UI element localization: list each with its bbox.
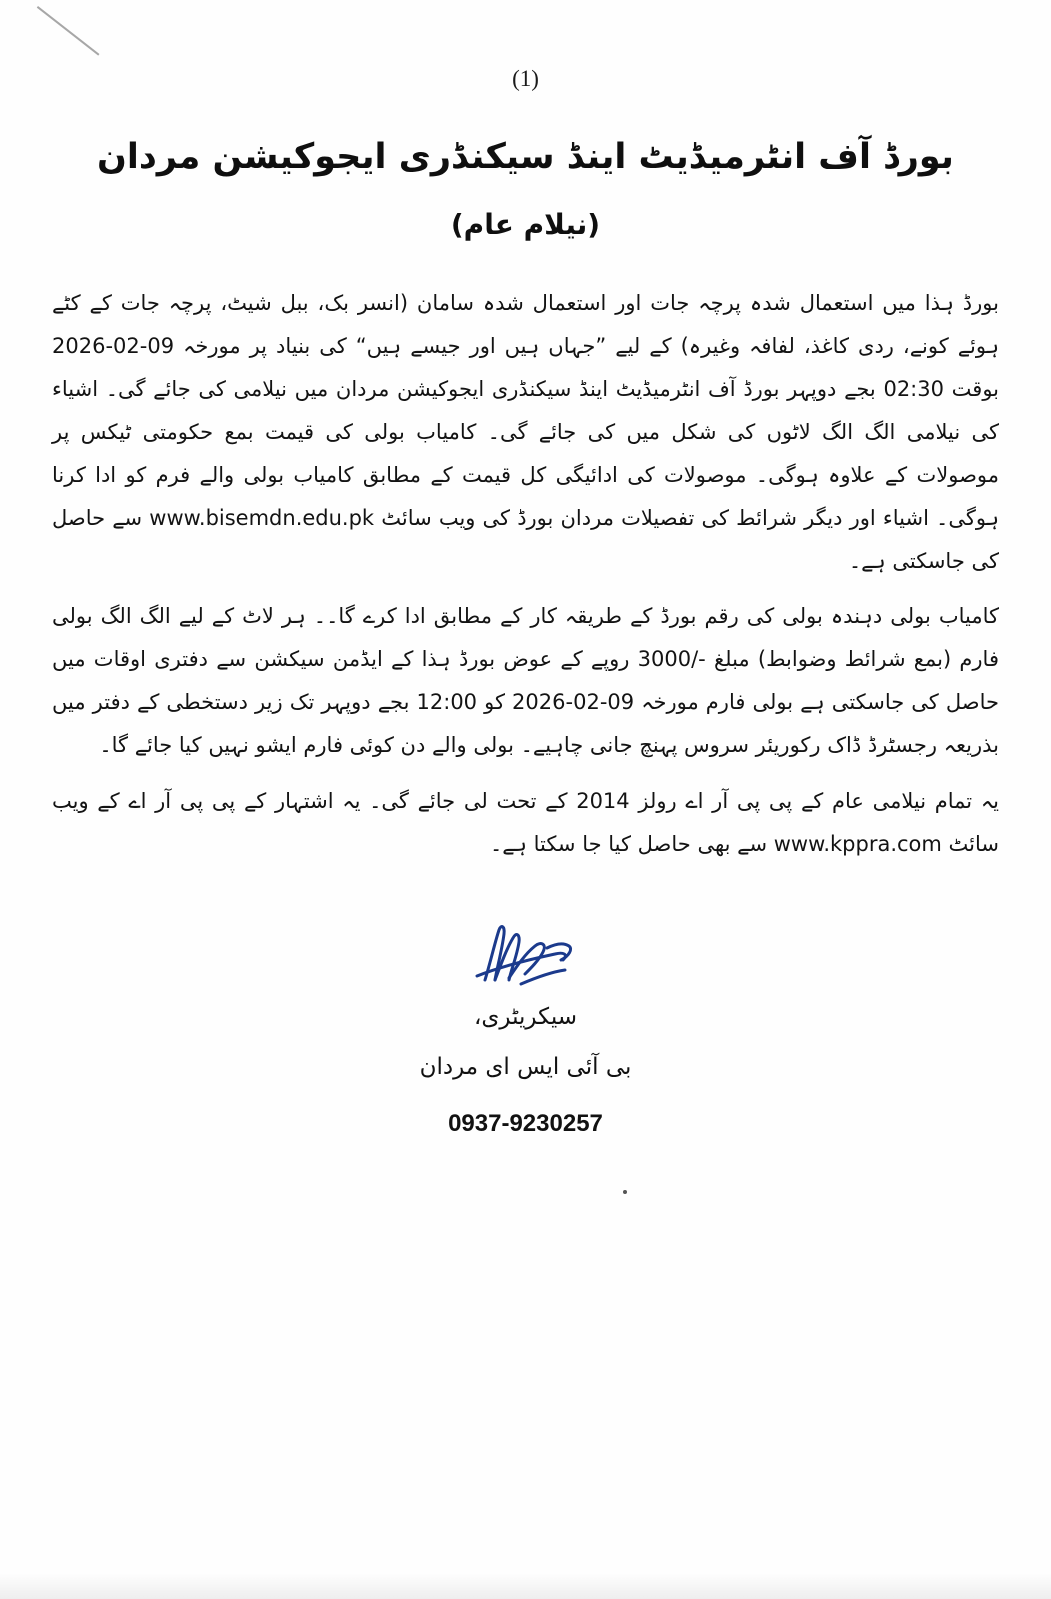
- paragraph-auction-details: بورڈ ہذا میں استعمال شدہ پرچہ جات اور استعمال شدہ سامان (انسر بک، ببل شیٹ، پرچہ جات کے کٹے ہوئے کونے، ردی کاغذ، لفافہ وغیرہ) کے لیے ”جہاں ہیں اور جیسے ہیں“ کی بنیاد پر مورخہ 09-02-2026 بوقت 02:30 بجے دوپہر بورڈ آف انٹرمیڈیٹ اینڈ سیکنڈری ایجوکیشن مردان میں نیلامی کی جائے گی۔ اشیاء کی نیلامی الگ الگ لاٹوں کی شکل میں کی جائے گی۔ کامیاب بولی کی قیمت بمع حکومتی ٹیکس پر موصولات کے علاوہ ہوگی۔ موصولات کی ادائیگی کل قیمت کے مطابق کامیاب بولی والے فرم کو ادا کرنا ہوگی۔ اشیاء اور دیگر شرائط کی تفصیلات مردان بورڈ کی ویب سائٹ www.bisemdn.edu.pk سے حاصل کی جاسکتی ہے۔: [52, 291, 1000, 574]
- paragraph-bid-form: کامیاب بولی دہندہ بولی کی رقم بورڈ کے طریقہ کار کے مطابق ادا کرے گا۔۔ ہر لاٹ کے لیے الگ الگ بولی فارم (بمع شرائط وضوابط) مبلغ -/3000 روپے کے عوض بورڈ ہذا کے ایڈمن سیکشن سے دفتری اوقات میں حاصل کی جاسکتی ہے بولی فارم مورخہ 09-02-2026 کو 12:00 بجے دوپہر تک زیر دستخطی کے دفتر میں بذریعہ رجسٹرڈ ڈاک رکوریئر سروس پہنچ جانی چاہیے۔ بولی والے دن کوئی فارم ایشو نہیں کیا جائے گا۔: [52, 604, 999, 758]
- signatory-organization: بی آئی ایس ای مردان: [419, 1054, 632, 1080]
- page-title: بورڈ آف انٹرمیڈیٹ اینڈ سیکنڈری ایجوکیشن مردان: [97, 137, 954, 177]
- scan-artifact-dot: [623, 1190, 627, 1194]
- page-number: (1): [512, 66, 539, 91]
- scan-artifact-streak: [38, 6, 100, 54]
- document-body: [52, 282, 999, 878]
- signature-block: [0, 918, 1051, 1178]
- page-subtitle: (نیلام عام): [450, 208, 601, 241]
- scan-edge-shadow: [0, 1573, 1051, 1599]
- contact-phone: 0937-9230257: [448, 1110, 603, 1137]
- handwritten-signature: [0, 918, 1051, 1003]
- paragraph-rules: یہ تمام نیلامی عام کے پی پی آر اے رولز 2014 کے تحت لی جائے گی۔ یہ اشتہار کے پی پی آر اے کے ویب سائٹ www.kppra.com سے بھی حاصل کیا جا سکتا ہے۔: [52, 788, 999, 856]
- signatory-designation: سیکریٹری،: [473, 1004, 578, 1030]
